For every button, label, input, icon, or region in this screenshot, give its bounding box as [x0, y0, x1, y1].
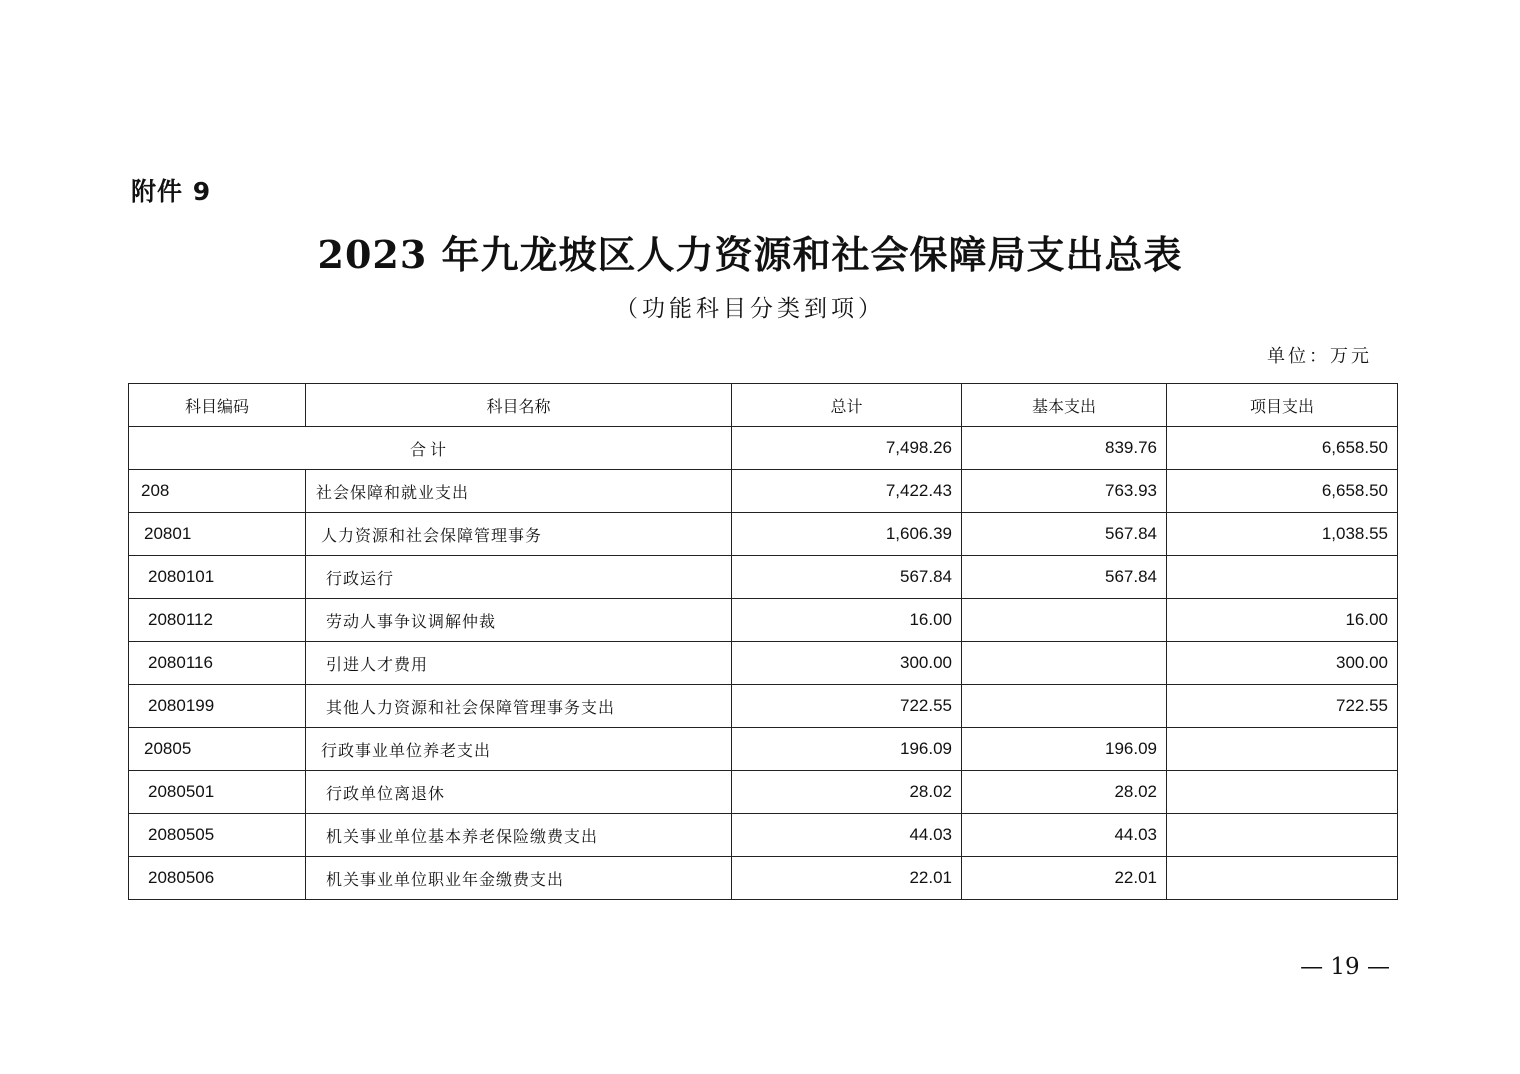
- row-basic: 196.09: [962, 728, 1167, 771]
- row-name: 行政事业单位养老支出: [306, 728, 732, 771]
- row-code: 2080101: [129, 556, 306, 599]
- row-project: 300.00: [1167, 642, 1398, 685]
- row-project: [1167, 857, 1398, 900]
- row-basic: 28.02: [962, 771, 1167, 814]
- table-row: [129, 513, 1398, 556]
- table-row: [129, 642, 1398, 685]
- header-name: 科目名称: [306, 384, 732, 427]
- row-project: [1167, 728, 1398, 771]
- total-label: 合计: [129, 427, 732, 470]
- total-basic: 839.76: [962, 427, 1167, 470]
- row-code: 208: [129, 470, 306, 513]
- row-total: 22.01: [732, 857, 962, 900]
- row-total: 44.03: [732, 814, 962, 857]
- row-project: [1167, 556, 1398, 599]
- row-project: [1167, 771, 1398, 814]
- row-basic: [962, 685, 1167, 728]
- document-title: 2023 年九龙坡区人力资源和社会保障局支出总表: [317, 232, 1183, 277]
- page-number: — 19 —: [1300, 954, 1390, 980]
- row-basic: 567.84: [962, 556, 1167, 599]
- row-code: 2080505: [129, 814, 306, 857]
- row-name: 劳动人事争议调解仲裁: [306, 599, 732, 642]
- table-row: [129, 556, 1398, 599]
- row-code: 2080506: [129, 857, 306, 900]
- expenditure-table: [128, 383, 1398, 900]
- row-code: 20801: [129, 513, 306, 556]
- row-total: 722.55: [732, 685, 962, 728]
- row-basic: 44.03: [962, 814, 1167, 857]
- row-code: 2080199: [129, 685, 306, 728]
- table-row: [129, 857, 1398, 900]
- header-project: 项目支出: [1167, 384, 1398, 427]
- table-row: [129, 599, 1398, 642]
- row-code: 20805: [129, 728, 306, 771]
- row-basic: [962, 599, 1167, 642]
- document-subtitle: （功能科目分类到项）: [615, 296, 885, 322]
- row-project: [1167, 814, 1398, 857]
- row-code: 2080112: [129, 599, 306, 642]
- header-code: 科目编码: [129, 384, 306, 427]
- row-total: 16.00: [732, 599, 962, 642]
- total-project: 6,658.50: [1167, 427, 1398, 470]
- table-row: [129, 728, 1398, 771]
- row-basic: 763.93: [962, 470, 1167, 513]
- row-project: 722.55: [1167, 685, 1398, 728]
- table-row: [129, 814, 1398, 857]
- table-row: [129, 771, 1398, 814]
- row-name: 机关事业单位基本养老保险缴费支出: [306, 814, 732, 857]
- attachment-label: 附件 9: [131, 177, 212, 206]
- row-code: 2080116: [129, 642, 306, 685]
- table-row: [129, 685, 1398, 728]
- row-name: 机关事业单位职业年金缴费支出: [306, 857, 732, 900]
- header-total: 总计: [732, 384, 962, 427]
- table-header-row: [129, 384, 1398, 427]
- table-row: [129, 470, 1398, 513]
- total-row: [129, 427, 1398, 470]
- row-name: 行政运行: [306, 556, 732, 599]
- row-project: 1,038.55: [1167, 513, 1398, 556]
- total-total: 7,498.26: [732, 427, 962, 470]
- row-name: 行政单位离退休: [306, 771, 732, 814]
- row-project: 16.00: [1167, 599, 1398, 642]
- row-name: 社会保障和就业支出: [306, 470, 732, 513]
- row-project: 6,658.50: [1167, 470, 1398, 513]
- row-name: 其他人力资源和社会保障管理事务支出: [306, 685, 732, 728]
- row-total: 196.09: [732, 728, 962, 771]
- row-name: 引进人才费用: [306, 642, 732, 685]
- header-basic: 基本支出: [962, 384, 1167, 427]
- row-basic: [962, 642, 1167, 685]
- row-total: 300.00: [732, 642, 962, 685]
- row-total: 7,422.43: [732, 470, 962, 513]
- row-total: 567.84: [732, 556, 962, 599]
- row-code: 2080501: [129, 771, 306, 814]
- row-basic: 22.01: [962, 857, 1167, 900]
- row-total: 1,606.39: [732, 513, 962, 556]
- row-basic: 567.84: [962, 513, 1167, 556]
- unit-label: 单位：万元: [1267, 346, 1372, 367]
- row-total: 28.02: [732, 771, 962, 814]
- row-name: 人力资源和社会保障管理事务: [306, 513, 732, 556]
